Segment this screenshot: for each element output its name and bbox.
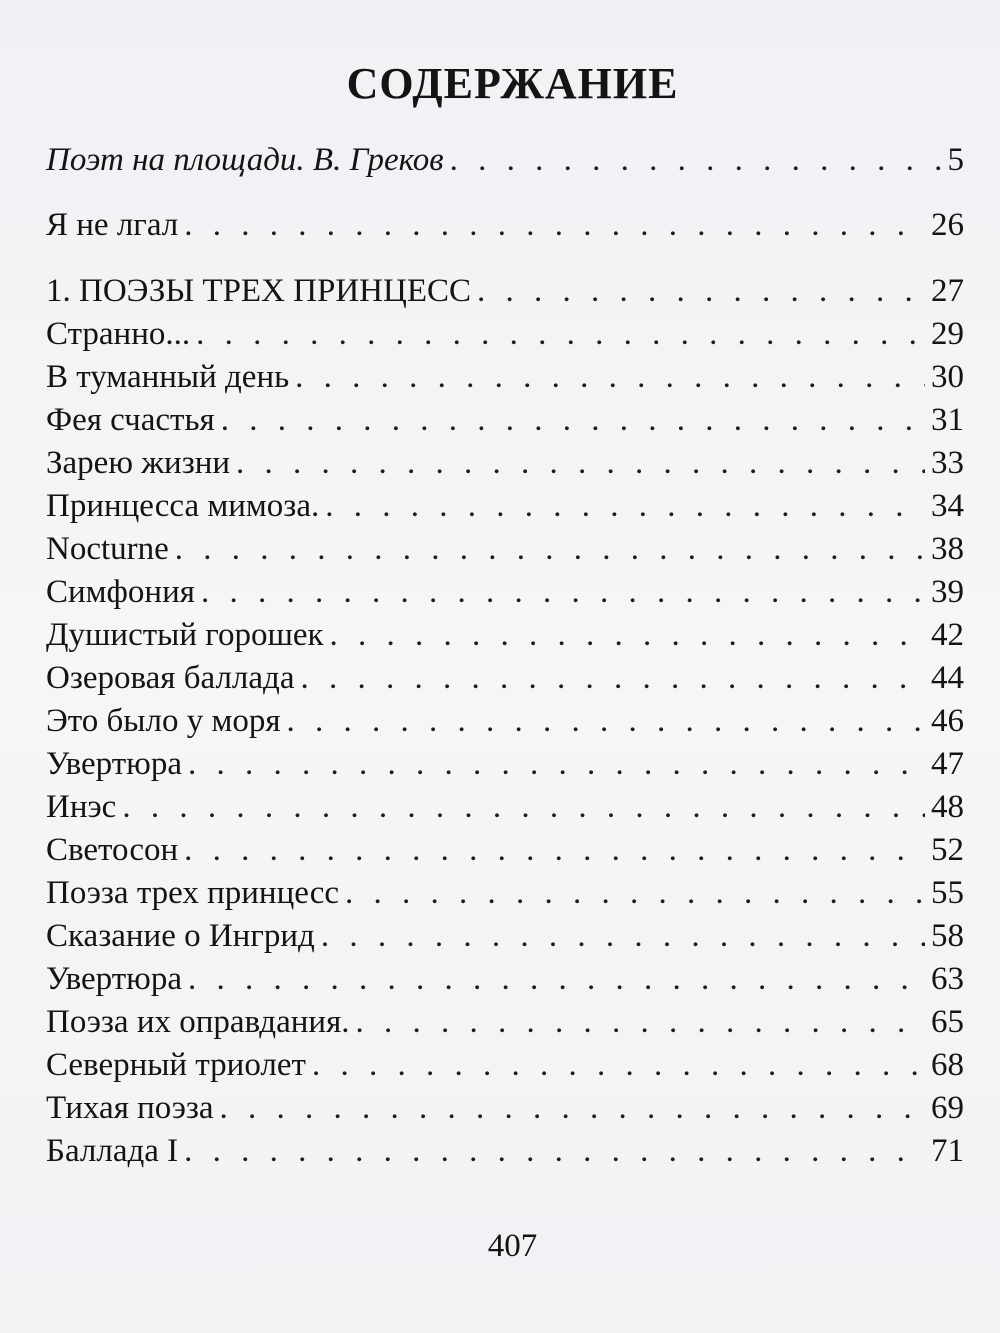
toc-section-heading (46, 273, 964, 316)
toc-entry-label: Озеровая баллада (46, 660, 295, 696)
toc-entry-page: 30 (931, 359, 964, 395)
toc-entry-page: 31 (931, 402, 964, 438)
toc-entry-label: Светосон (46, 832, 179, 868)
toc-entry-page: 5 (947, 142, 964, 178)
toc-leader-dots (184, 1133, 925, 1170)
toc-entry (46, 531, 964, 574)
toc-entry (46, 875, 964, 918)
toc-leader-dots (201, 574, 925, 611)
toc-entry (46, 617, 964, 660)
toc-entry-label: В туманный день (46, 359, 290, 395)
toc-entry-label: Душистый горошек (46, 617, 324, 653)
toc-entry-label: Это было у моря (46, 703, 281, 739)
toc-entry-page: 47 (931, 746, 964, 782)
toc-entry (46, 488, 964, 531)
toc-entry (46, 142, 964, 185)
toc-leader-dots (477, 273, 925, 310)
toc-leader-dots (175, 531, 925, 568)
toc-entry-label: Симфония (46, 574, 195, 610)
toc-leader-dots (321, 918, 925, 955)
toc-entry (46, 402, 964, 445)
toc-entry-label: Зарею жизни (46, 445, 231, 481)
toc-entry (46, 574, 964, 617)
toc-entry-page: 69 (931, 1090, 964, 1126)
toc-entry-page: 29 (931, 316, 964, 352)
toc-entry-label: Поэза их оправдания. (46, 1004, 350, 1040)
page-title: СОДЕРЖАНИЕ (346, 59, 679, 108)
toc-entry-page: 71 (931, 1133, 964, 1169)
toc-entry-label: Сказание о Ингрид (46, 918, 315, 954)
toc-block-section-1 (46, 273, 964, 1176)
toc-leader-dots (122, 789, 925, 826)
toc-entry-page: 38 (931, 531, 964, 567)
toc-leader-dots (330, 617, 925, 654)
page-number: 407 (487, 1228, 538, 1264)
toc-entry-label: Увертюра (46, 746, 182, 782)
toc-leader-dots (300, 660, 925, 697)
toc-leader-dots (450, 142, 942, 179)
toc-entry (46, 1047, 964, 1090)
toc-entry-page: 34 (931, 488, 964, 524)
toc-entry (46, 746, 964, 789)
toc-entry-page: 55 (931, 875, 964, 911)
toc-leader-dots (184, 207, 925, 244)
toc-entry-page: 65 (931, 1004, 964, 1040)
toc-entry-label: Фея счастья (46, 402, 215, 438)
toc-leader-dots (236, 445, 925, 482)
toc-entry-page: 44 (931, 660, 964, 696)
toc-entry-page: 33 (931, 445, 964, 481)
toc-entry-label: Инэс (46, 789, 117, 825)
toc-entry-label: Увертюра (46, 961, 182, 997)
toc-leader-dots (312, 1047, 925, 1084)
toc-entry (46, 832, 964, 875)
toc-entry (46, 918, 964, 961)
toc-entry-label: Я не лгал (46, 207, 179, 243)
toc-entry-page: 27 (931, 273, 964, 309)
toc-entry-label: 1. ПОЭЗЫ ТРЕХ ПРИНЦЕСС (46, 273, 472, 309)
toc-leader-dots (295, 359, 925, 396)
toc-entry-page: 58 (931, 918, 964, 954)
toc-entry (46, 1133, 964, 1176)
toc-block-preface (46, 207, 964, 250)
toc-leader-dots (188, 746, 925, 783)
toc-leader-dots (184, 832, 925, 869)
toc-entry-page: 39 (931, 574, 964, 610)
toc-entry-label: Баллада I (46, 1133, 179, 1169)
toc-entry-label: Поэт на площади. В. Греков (46, 142, 444, 178)
toc-leader-dots (221, 402, 925, 439)
toc-entry-page: 48 (931, 789, 964, 825)
toc-entry-label: Nocturne (46, 531, 169, 567)
toc-entry-label: Северный триолет (46, 1047, 306, 1083)
toc-entry-label: Тихая поэза (46, 1090, 214, 1126)
toc-entry (46, 660, 964, 703)
toc-leader-dots (220, 1090, 925, 1127)
toc-block-intro (46, 142, 964, 185)
toc-entry (46, 703, 964, 746)
toc-leader-dots (287, 703, 925, 740)
toc-entry-page: 52 (931, 832, 964, 868)
toc-leader-dots (188, 961, 925, 998)
toc-entry-page: 68 (931, 1047, 964, 1083)
toc-entry (46, 316, 964, 359)
toc-entry-label: Странно... (46, 316, 191, 352)
toc-entry (46, 207, 964, 250)
toc-entry-page: 42 (931, 617, 964, 653)
toc-entry-page: 26 (931, 207, 964, 243)
toc-entry-label: Поэза трех принцесс (46, 875, 340, 911)
toc-entry-label: Принцесса мимоза. (46, 488, 320, 524)
toc-leader-dots (196, 316, 925, 353)
toc-entry (46, 1004, 964, 1047)
toc-entry-page: 46 (931, 703, 964, 739)
toc-leader-dots (356, 1004, 926, 1041)
toc-entry (46, 445, 964, 488)
toc-leader-dots (345, 875, 925, 912)
toc-entry (46, 359, 964, 402)
toc-entry (46, 1090, 964, 1133)
toc-entry (46, 789, 964, 832)
toc-entry (46, 961, 964, 1004)
toc-leader-dots (325, 488, 925, 525)
toc-entry-page: 63 (931, 961, 964, 997)
